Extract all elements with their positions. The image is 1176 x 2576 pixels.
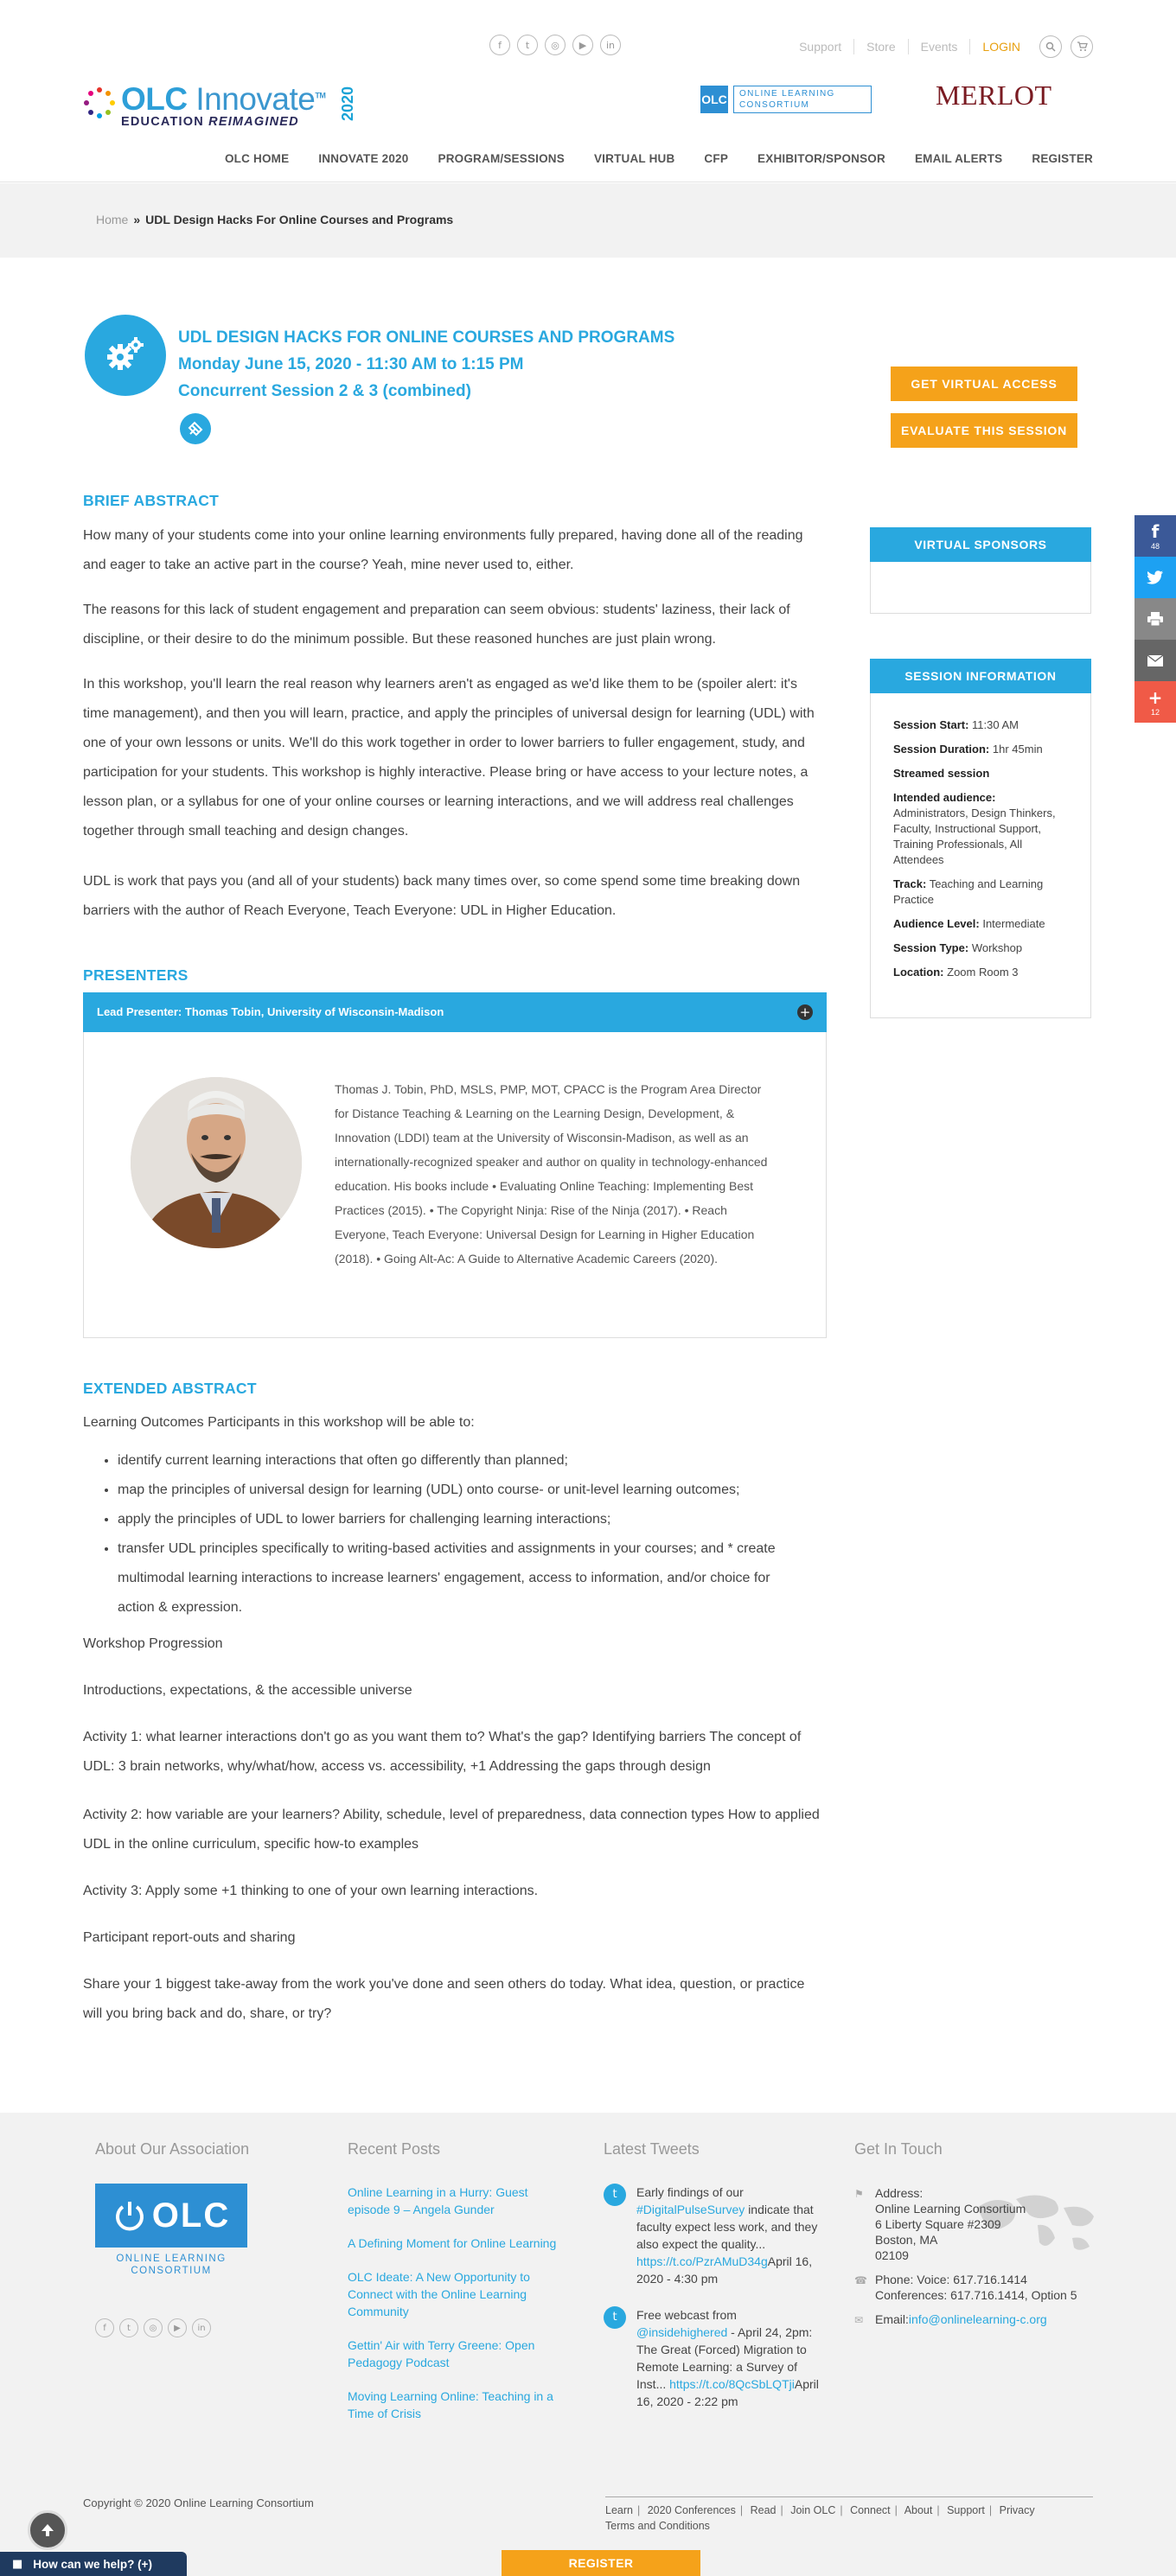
get-virtual-access-button[interactable]: GET VIRTUAL ACCESS [891, 367, 1077, 401]
session-type [893, 940, 1070, 956]
more-share-count: 12 [1150, 708, 1160, 717]
streamed-session [893, 766, 1070, 781]
tweet-text: - April 24, 2pm: The Great (Forced) Migration to Remote Learning: a Survey of Inst... [636, 2325, 813, 2391]
facebook-icon[interactable]: f [95, 2318, 114, 2337]
nav-innovate-2020[interactable]: INNOVATE 2020 [318, 152, 409, 165]
tweet-text: Early findings of our [636, 2185, 744, 2199]
presenter-bio: Thomas J. Tobin, PhD, MSLS, PMP, MOT, CPACC is the Program Area Director for Distance Teaching & Learning on the Learning Design, Development, & Innovation (LDDI) team at the University of Wisconsin-Madison, as well as an internationally-recognized speaker and author on quality in technology-enhanced education. His books include • Evaluating Online Teaching: Implementing Best Practices (2015). • The Copyright Ninja: Rise of the Ninja (2017). • Reach Everyone, Teach Everyone: Universal Design for Learning in Higher Education (2018). • Going Alt-Ac: A Guide to Alternative Academic Careers (2020). [335, 1082, 768, 1266]
logo-year: 2020 [339, 86, 356, 122]
twitter-bird-icon: t [604, 2306, 626, 2329]
learning-outcomes-intro: Learning Outcomes Participants in this workshop will be able to: [83, 1415, 475, 1430]
conferences-text: Conferences: 617.716.1414, Option 5 [875, 2288, 1077, 2302]
virtual-sponsors-heading: VIRTUAL SPONSORS [870, 527, 1091, 562]
list-item: • transfer UDL principles specifically to writing-based activities and assignments in your courses; and * create multimodal learning interactions to increase learners' engagement, access to information, and/or choice for action & expression. [118, 1534, 809, 1623]
footer-link-read[interactable]: Read [750, 2504, 777, 2516]
recent-post-link[interactable]: Gettin' Air with Terry Greene: Open Pedagogy Podcast [348, 2338, 535, 2369]
recent-post-link[interactable]: Moving Learning Online: Teaching in a Time of Crisis [348, 2389, 553, 2420]
logo-wordmark [121, 81, 325, 118]
lead-presenter-accordion[interactable] [83, 992, 827, 1032]
print-icon [1147, 612, 1163, 626]
phone-text: Phone: Voice: 617.716.1414 [875, 2273, 1027, 2286]
session-type-value: Workshop [971, 941, 1023, 954]
session-start-value: 11:30 AM [972, 718, 1019, 731]
youtube-icon[interactable]: ▶ [572, 35, 593, 55]
brief-abstract-p1: How many of your students come into your online learning environments fully prepared, having done all of the reading and eager to take an active part in the course? Yeah, mine never used to, either. [83, 528, 803, 572]
workshop-progression: Workshop Progression [83, 1636, 223, 1651]
session-title: UDL DESIGN HACKS FOR ONLINE COURSES AND PROGRAMS [178, 328, 675, 347]
login-link[interactable]: LOGIN [982, 40, 1020, 54]
email-label: Email: [875, 2312, 909, 2326]
store-link[interactable]: Store [854, 39, 908, 54]
breadcrumb [96, 213, 453, 226]
activity-3: Activity 3: Apply some +1 thinking to one of your own learning interactions. [83, 1884, 539, 1898]
activity-2: Activity 2: how variable are your learners? Ability, schedule, level of preparedness, data connection types How to applied UDL in the online curriculum, specific how-to examples [83, 1808, 820, 1852]
address-label: Address: [875, 2186, 924, 2200]
footer-logo-words: ONLINE LEARNING CONSORTIUM [116, 2254, 227, 2276]
email-link[interactable]: info@onlinelearning-c.org [908, 2312, 1047, 2326]
logo-tagline [121, 115, 299, 129]
tweet-text: indicate that faculty expect less work, and they also expect the quality... [636, 2203, 818, 2251]
logo-tagline-b: REIMAGINED [208, 115, 299, 129]
twitter-bird-icon: t [604, 2184, 626, 2206]
recent-post-link[interactable]: Online Learning in a Hurry: Guest episode 9 – Angela Gunder [348, 2185, 528, 2216]
twitter-icon[interactable]: t [119, 2318, 138, 2337]
address-line: Boston, MA [875, 2233, 938, 2247]
facebook-share-count: 48 [1150, 542, 1160, 551]
brief-abstract-p2: The reasons for this lack of student engagement and preparation can seem obvious: students' laziness, their lack of discipline, or their desire to do the minimum possible. But these reasoned hunches are just plain wrong. [83, 603, 790, 647]
nav-exhibitor-sponsor[interactable]: EXHIBITOR/SPONSOR [757, 152, 885, 165]
footer-link-privacy[interactable]: Privacy [999, 2504, 1035, 2516]
olc-partner-box: OLC [700, 86, 728, 113]
virtual-sponsors-box [870, 562, 1091, 614]
contact-address [854, 2185, 1088, 2263]
envelope-icon: ✉ [854, 2314, 864, 2326]
share-rail [1134, 515, 1176, 723]
learning-outcomes-list [83, 1446, 809, 1623]
search-icon[interactable] [1039, 35, 1062, 58]
session-concurrent: Concurrent Session 2 & 3 (combined) [178, 382, 471, 400]
session-start-label: Session Start: [893, 718, 969, 731]
register-sticky-button[interactable]: REGISTER [502, 2550, 700, 2576]
intended-audience-label: Intended audience: [893, 791, 996, 804]
breadcrumb-separator: » [133, 213, 141, 226]
footer-logo-text: OLC [151, 2196, 231, 2235]
footer-recent-heading: Recent Posts [348, 2140, 441, 2158]
logo-tagline-a: EDUCATION [121, 115, 204, 129]
nav-email-alerts[interactable]: EMAIL ALERTS [914, 152, 1003, 165]
presenters-heading: PRESENTERS [83, 966, 189, 984]
linkedin-icon[interactable]: in [192, 2318, 211, 2337]
session-duration [893, 742, 1070, 757]
tweet-text: Free webcast from [636, 2308, 737, 2322]
brief-abstract-p3: In this workshop, you'll learn the real reason why learners aren't as engaged as we'd like them to be (spoiler alert: it's time management), and then you will learn, practice, and apply the principles of universal design for learning (UDL) with one of your own lessons or units. We'll do this work together in order to lower barriers to fuller engagement, study, and participation for your students. This workshop is highly interactive. Please bring or have access to your lecture notes, a lesson plan, or a syllabus for one of your online courses or learning interactions, and we will address real challenges together through small teaching and design changes. [83, 677, 815, 838]
merlot-logo[interactable]: MERLOT [936, 80, 1052, 111]
contact-phone [854, 2272, 1088, 2303]
power-icon [112, 2198, 147, 2233]
satellite-icon [180, 413, 211, 444]
youtube-icon[interactable]: ▶ [168, 2318, 187, 2337]
nav-virtual-hub[interactable]: VIRTUAL HUB [593, 152, 675, 165]
extended-abstract-heading: EXTENDED ABSTRACT [83, 1380, 257, 1397]
olc-innovate-logo[interactable] [83, 81, 360, 130]
session-track-label: Track: [893, 877, 927, 890]
logo-brand: OLC [121, 81, 188, 117]
events-link[interactable]: Events [909, 39, 971, 54]
footer-link-about[interactable]: About [904, 2504, 933, 2516]
footer-link-conferences[interactable]: 2020 Conferences [647, 2504, 736, 2516]
tweet-link[interactable]: https://t.co/8QcSbLQTji [669, 2377, 795, 2391]
session-location [893, 965, 1070, 980]
session-track [893, 877, 1070, 908]
recent-posts-list [348, 2184, 572, 2439]
session-information-box [870, 693, 1091, 1018]
share-takeaway: Share your 1 biggest take-away from the work you've done and seen others do today. What idea, question, or practice will you bring back and do, share, or try? [83, 1977, 805, 2021]
intended-audience [893, 790, 1070, 868]
evaluate-session-button[interactable]: EVALUATE THIS SESSION [891, 413, 1077, 448]
footer-olc-logo[interactable] [95, 2184, 247, 2248]
utility-nav [787, 35, 1093, 58]
logo-name: Innovate [195, 81, 316, 117]
share-print-button[interactable] [1134, 598, 1176, 640]
copyright: Copyright © 2020 Online Learning Consortium [83, 2496, 314, 2509]
nav-olc-home[interactable]: OLC HOME [224, 152, 290, 165]
share-email-button[interactable] [1134, 640, 1176, 681]
intended-audience-value: Administrators, Design Thinkers, Faculty, Instructional Support, Training Professionals, All Attendees [893, 807, 1056, 866]
brief-abstract-p4: UDL is work that pays you (and all of your students) back many times over, so come spend some time breaking down barriers with the author of Reach Everyone, Teach Everyone: UDL in Higher Education. [83, 874, 801, 918]
plus-icon: + [1147, 687, 1163, 708]
arrow-up-icon [40, 2522, 55, 2538]
session-duration-label: Session Duration: [893, 743, 990, 756]
footer-link-terms[interactable]: Terms and Conditions [605, 2520, 710, 2532]
site-header [0, 0, 1176, 183]
session-start [893, 717, 1070, 733]
support-link[interactable]: Support [787, 39, 854, 54]
address-line: Online Learning Consortium [875, 2202, 1026, 2216]
session-information-heading: SESSION INFORMATION [870, 659, 1091, 693]
breadcrumb-current: UDL Design Hacks For Online Courses and Programs [145, 213, 454, 226]
activity-1: Activity 1: what learner interactions don't go as you want them to? What's the gap? Identifying barriers The concept of UDL: 3 brain networks, why/what/how, access vs. accessibility, +1 Addressing the gaps through design [83, 1730, 802, 1774]
facebook-icon[interactable]: f [489, 35, 510, 55]
tweet-handle-link[interactable]: @insidehighered [636, 2325, 728, 2339]
list-item: • apply the principles of UDL to lower barriers for challenging learning interactions; [118, 1505, 809, 1534]
help-chat-label: How can we help? (+) [33, 2557, 152, 2571]
footer-social-links [95, 2318, 211, 2337]
session-location-value: Zoom Room 3 [947, 966, 1019, 979]
tweet-link[interactable]: https://t.co/PzrAMuD34g [636, 2254, 768, 2268]
footer-link-join[interactable]: Join OLC [790, 2504, 836, 2516]
footer-contact-heading: Get In Touch [854, 2140, 943, 2158]
phone-icon: ☎ [854, 2274, 867, 2286]
logo-dots-icon [83, 86, 116, 119]
list-item: • map the principles of universal design for learning (UDL) onto course- or unit-level learning outcomes; [118, 1476, 809, 1505]
main-nav [195, 152, 1093, 165]
nav-register[interactable]: REGISTER [1032, 152, 1093, 165]
session-track-value: Teaching and Learning Practice [893, 877, 1044, 906]
help-chat-button[interactable] [0, 2552, 187, 2576]
lead-presenter-label: Lead Presenter: Thomas Tobin, University of Wisconsin-Madison [97, 1005, 444, 1018]
audience-level-value: Intermediate [982, 917, 1045, 930]
twitter-icon [1147, 571, 1164, 584]
accordion-plus-icon[interactable]: + [797, 1004, 813, 1020]
participant-reportouts: Participant report-outs and sharing [83, 1930, 296, 1945]
audience-level-label: Audience Level: [893, 917, 980, 930]
twitter-icon[interactable]: t [517, 35, 538, 55]
olc-partner-logo[interactable] [700, 83, 880, 116]
linkedin-icon[interactable]: in [600, 35, 621, 55]
chat-bubble-icon: ■ [12, 2557, 23, 2571]
flag-icon: ⚑ [854, 2188, 864, 2200]
session-date: Monday June 15, 2020 - 11:30 AM to 1:15 PM [178, 355, 524, 373]
share-more-button[interactable] [1134, 681, 1176, 723]
footer-link-support[interactable]: Support [947, 2504, 985, 2516]
session-location-label: Location: [893, 966, 944, 979]
streamed-session-label: Streamed session [893, 767, 990, 780]
footer-link-connect[interactable]: Connect [850, 2504, 891, 2516]
breadcrumb-bar [0, 183, 1176, 258]
logo-tm: TM [315, 91, 326, 100]
contact-info [854, 2185, 1088, 2336]
tweet-date: April 16, 2020 - 4:30 pm [636, 2254, 813, 2286]
presenter-panel [83, 1032, 827, 1338]
header-social-links [489, 35, 621, 55]
address-line: 6 Liberty Square #2309 [875, 2217, 1001, 2231]
session-type-label: Session Type: [893, 941, 969, 954]
introductions-line: Introductions, expectations, & the accessible universe [83, 1683, 412, 1698]
recent-post-link[interactable]: OLC Ideate: A New Opportunity to Connect with the Online Learning Community [348, 2270, 530, 2318]
facebook-icon: f [1151, 521, 1160, 542]
footer-links: Learn | 2020 Conferences | Read | Join OLC | Connect | About | Support | Privacy Terms and Conditions [605, 2496, 1093, 2534]
breadcrumb-home[interactable]: Home [96, 213, 129, 226]
instagram-icon[interactable]: ◎ [144, 2318, 163, 2337]
share-twitter-button[interactable] [1134, 557, 1176, 598]
list-item: • identify current learning interactions that often go differently than planned; [118, 1446, 809, 1476]
footer-about-heading: About Our Association [95, 2140, 250, 2158]
brief-abstract-heading: BRIEF ABSTRACT [83, 492, 220, 509]
presenter-photo [131, 1077, 302, 1248]
instagram-icon[interactable]: ◎ [545, 35, 566, 55]
audience-level [893, 916, 1070, 932]
nav-program-sessions[interactable]: PROGRAM/SESSIONS [438, 152, 565, 165]
tweet-item [604, 2306, 820, 2410]
olc-partner-words: ONLINE LEARNING CONSORTIUM [733, 86, 872, 113]
session-duration-value: 1hr 45min [992, 743, 1043, 756]
footer-link-learn[interactable]: Learn [605, 2504, 633, 2516]
gears-icon [85, 315, 166, 396]
recent-post-link[interactable]: A Defining Moment for Online Learning [348, 2236, 557, 2250]
cart-icon[interactable] [1071, 35, 1093, 58]
footer-tweets-heading: Latest Tweets [604, 2140, 700, 2158]
address-line: 02109 [875, 2248, 909, 2262]
contact-email [854, 2311, 1088, 2327]
nav-cfp[interactable]: CFP [704, 152, 729, 165]
latest-tweets-list [604, 2184, 820, 2429]
tweet-hashtag-link[interactable]: #DigitalPulseSurvey [636, 2203, 745, 2216]
tweet-item [604, 2184, 820, 2287]
share-facebook-button[interactable] [1134, 515, 1176, 557]
tweet-date: April 16, 2020 - 2:22 pm [636, 2377, 819, 2408]
email-icon [1147, 655, 1163, 666]
scroll-to-top-button[interactable] [28, 2510, 67, 2550]
